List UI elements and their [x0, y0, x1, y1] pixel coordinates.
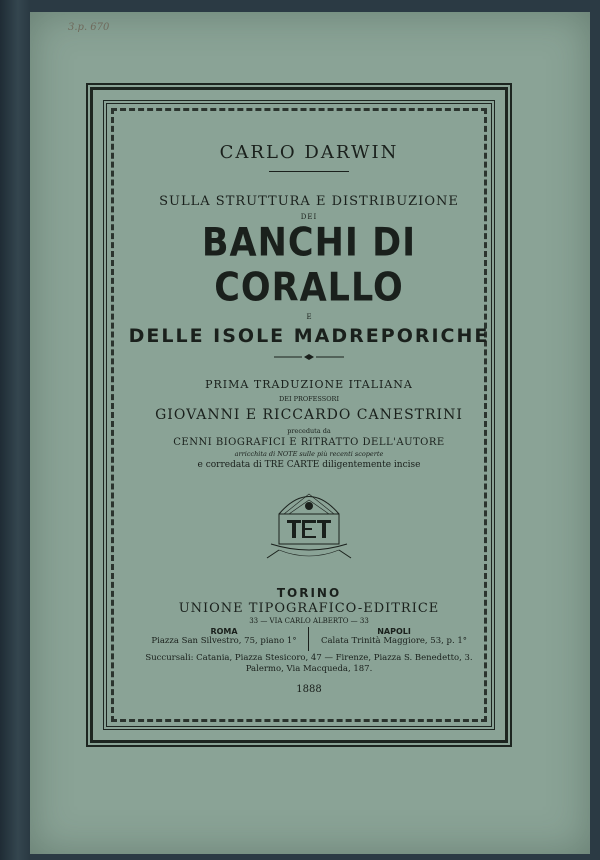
branches-list: Succursali: Catania, Piazza Stesicoro, 47 — Firenze, Piazza S. Benedetto, 3. [145, 653, 473, 663]
branch-offices [144, 627, 474, 651]
subtitle-line: SULLA STRUTTURA E DISTRIBUZIONE [159, 194, 459, 209]
branch-naples [314, 627, 474, 646]
translators-names: GIOVANNI E RICCARDO CANESTRINI [155, 407, 463, 423]
book-spine [0, 0, 30, 860]
maps-line: e corredata di TRE CARTE diligentemente incise [197, 460, 421, 470]
connector-e: E [306, 313, 312, 321]
branch-palermo: Palermo, Via Macqueda, 187. [245, 664, 373, 674]
branch-rome-city: ROMA [210, 627, 238, 636]
title-page-content [125, 142, 493, 695]
ornament-divider [125, 353, 493, 364]
branch-rome [144, 627, 304, 646]
branch-naples-address: Calata Trinità Maggiore, 53, p. 1° [320, 636, 468, 646]
author-rule [269, 171, 349, 172]
publisher-city: TORINO [276, 586, 342, 600]
publication-year: 1888 [296, 684, 322, 695]
preceduta-da: preceduta da [287, 427, 331, 435]
branch-divider [308, 627, 309, 651]
publisher-address: 33 — VIA CARLO ALBERTO — 33 [249, 617, 369, 625]
book-cover [30, 12, 590, 854]
main-title: BANCHI DI CORALLO [201, 221, 417, 311]
publisher-emblem-icon [259, 484, 359, 568]
branch-rome-address: Piazza San Silvestro, 75, piano 1° [151, 636, 297, 646]
branch-naples-city: NAPOLI [377, 627, 411, 636]
cenni-biografici: CENNI BIOGRAFICI E RITRATTO DELL'AUTORE [173, 437, 445, 448]
notes-line: arricchita di NOTE sulle più recenti scoperte [234, 450, 384, 458]
publisher-name: UNIONE TIPOGRAFICO-EDITRICE [178, 601, 440, 616]
dei-professori: DEI PROFESSORI [278, 395, 340, 403]
secondary-title: DELLE ISOLE MADREPORICHE [128, 325, 490, 347]
handwritten-mark: 3.p. 670 [68, 22, 110, 33]
decorative-frame [90, 87, 508, 743]
author-name: CARLO DARWIN [219, 142, 399, 163]
translation-note: PRIMA TRADUZIONE ITALIANA [205, 378, 413, 391]
connector-dei: DEI [300, 213, 318, 221]
